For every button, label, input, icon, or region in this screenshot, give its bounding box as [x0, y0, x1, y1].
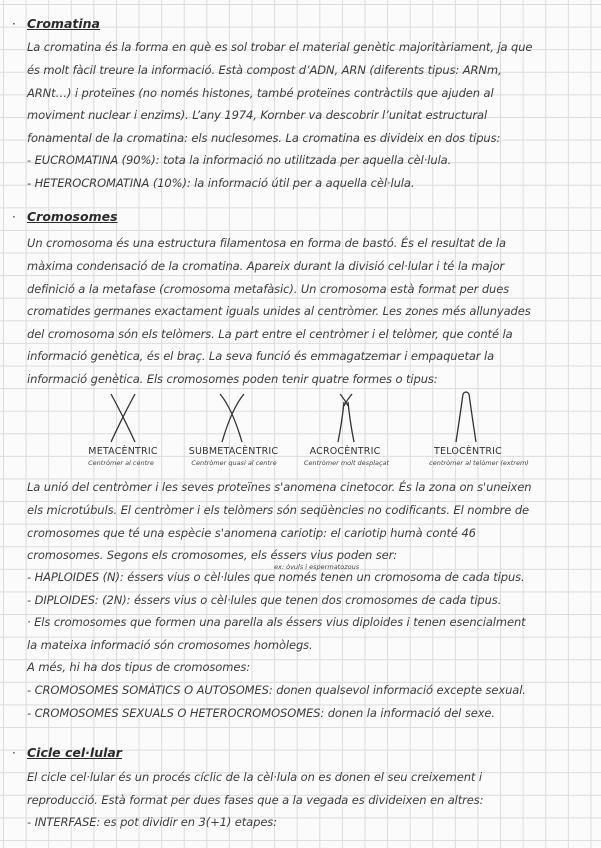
- type-desc: centròmer al telòmer (extrem): [429, 459, 529, 467]
- type-desc: Centròmer quasi al centre: [191, 459, 277, 467]
- handwritten-note: ex: òvuls i espermatozous: [274, 563, 360, 571]
- type-desc: Centròmer molt desplaçat: [303, 459, 390, 467]
- text-line: fonamental de la cromatina: els nuclesomes. La cromatina es divideix en dos tipus:: [27, 131, 501, 145]
- list-item: - CROMOSOMES SOMÀTICS O AUTOSOMES: donen qualsevol informació excepte sexual.: [27, 683, 526, 697]
- text-line: A més, hi ha dos tipus de cromosomes:: [27, 660, 250, 674]
- bullet-icon: ·: [12, 210, 16, 224]
- text-line: és molt fàcil treure la informació. Està compost d’ADN, ARN (diferents tipus: ARNm,: [27, 63, 502, 77]
- text-line: moviment nuclear i enzims). L’any 1974, Kornber va descobrir l’unitat estructural: [27, 108, 488, 122]
- text-line: cromatides germanes exactament iguals unides al centròmer. Les zones més allunyades: [27, 304, 531, 318]
- text-line: del cromosoma són els telòmers. La part entre el centròmer i el telòmer, que conté la: [27, 327, 513, 341]
- list-item: - INTERFASE: es pot dividir en 3(+1) etapes:: [27, 815, 277, 829]
- list-item: - EUCROMATINA (90%): tota la informació no utilitzada per aquella cèl·lula.: [27, 153, 452, 167]
- submetacentric-chromosome-icon: [212, 392, 252, 444]
- text-line: Un cromosoma és una estructura filamentosa en forma de bastó. És el resultat de la: [27, 236, 506, 250]
- bullet-icon: ·: [12, 17, 16, 31]
- list-item: - HETEROCROMATINA (10%): la informació útil per a aquella cèl·lula.: [27, 176, 415, 190]
- type-name: SUBMETACÈNTRIC: [188, 446, 279, 457]
- type-name: ACROCÈNTRIC: [309, 446, 381, 457]
- text-line: · Els cromosomes que formen una parella als éssers vius diploides i tenen esencialment: [27, 615, 526, 629]
- text-line: màxima condensació de la cromatina. Apareix durant la divisió cel·lular i té la major: [27, 259, 505, 273]
- heading-cromosomes: Cromosomes: [27, 209, 118, 224]
- acrocentric-chromosome-icon: [326, 392, 366, 444]
- text-line: la mateixa informació són cromosomes homòlegs.: [27, 638, 313, 652]
- text-line: La cromatina és la forma en què es sol trobar el material genètic majoritàriament, ja que: [27, 40, 533, 54]
- type-name: METACÈNTRIC: [88, 446, 158, 457]
- text-line: El cicle cel·lular és un procés cíclic de la cèl·lula on es donen el seu creixement i: [27, 770, 482, 784]
- text-line: informació genètica, és el braç. La seva funció és emmagatzemar i empaquetar la: [27, 349, 495, 363]
- list-item: - DIPLOIDES: (2N): éssers vius o cèl·lules que tenen dos cromosomes de cada tipus.: [27, 593, 502, 607]
- text-line: ARNt…) i proteïnes (no només histones, també proteïnes contràctils que ajuden al: [27, 86, 494, 100]
- list-item: - HAPLOIDES (N): éssers vius o cèl·lules que només tenen un cromosoma de cada tipus.: [27, 570, 525, 584]
- text-line: reproducció. Està format per dues fases que a la vegada es divideixen en altres:: [27, 793, 484, 807]
- text-line: els microtúbuls. El centròmer i els telòmers són seqüències no codificants. El nombre de: [27, 503, 530, 517]
- list-item: - CROMOSOMES SEXUALS O HETEROCROMOSOMES: donen la informació del sexe.: [27, 706, 495, 720]
- type-name: TELOCÈNTRIC: [433, 446, 503, 457]
- bullet-icon: ·: [12, 746, 16, 760]
- text-line: informació genètica. Els cromosomes poden tenir quatre formes o tipus:: [27, 372, 438, 386]
- heading-cicle-cellular: Cicle cel·lular: [27, 745, 122, 760]
- heading-cromatina: Cromatina: [27, 16, 100, 31]
- text-line: definició a la metafase (cromosoma metafàsic). Un cromosoma està format per dues: [27, 282, 510, 296]
- type-desc: Centròmer al centre: [88, 459, 154, 467]
- text-line: cromosomes. Segons els cromosomes, els éssers vius poden ser:: [27, 548, 398, 562]
- telocentric-chromosome-icon: [446, 390, 486, 444]
- text-line: La unió del centròmer i les seves proteïnes s'anomena cinetocor. És la zona on s'uneixen: [27, 480, 532, 494]
- text-line: cromosomes que té una espècie s'anomena cariotip: el cariotip humà conté 46: [27, 526, 476, 540]
- metacentric-chromosome-icon: [103, 392, 143, 444]
